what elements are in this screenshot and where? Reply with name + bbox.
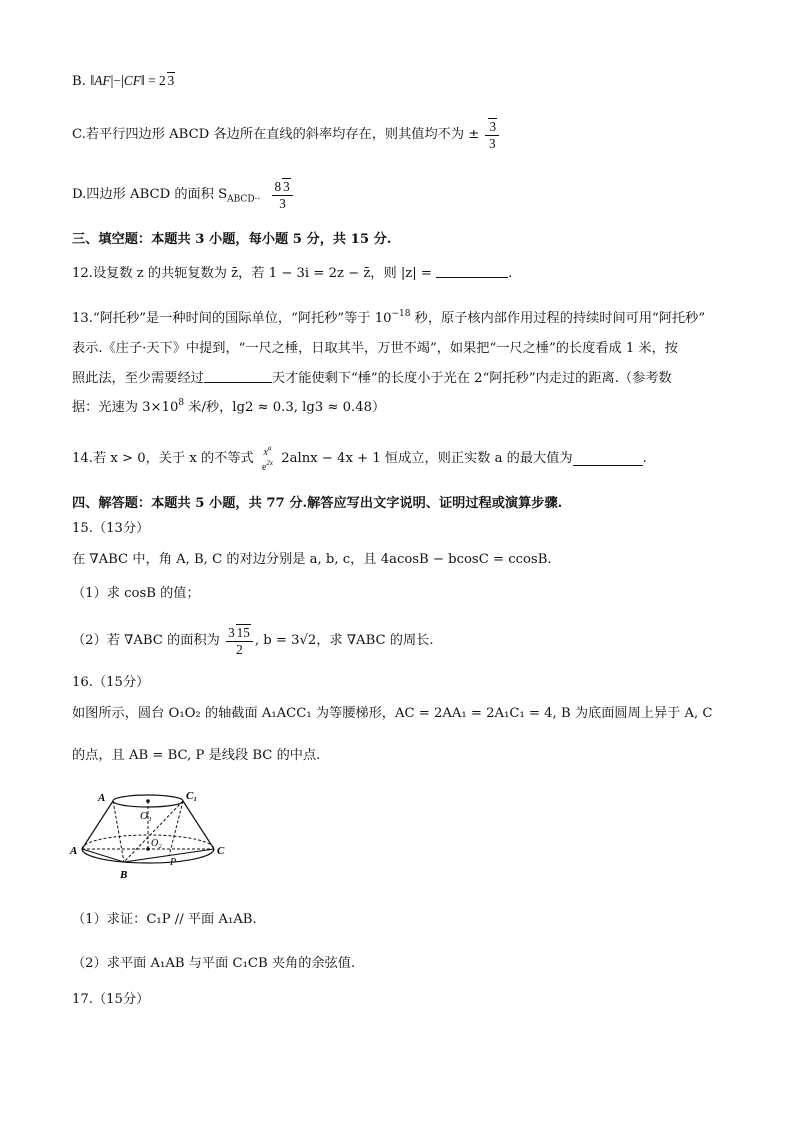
label-a1: A (98, 792, 106, 804)
q13-line3-b: 天才能使剩下“棰”的长度小于光在 2“阿托秒”内走过的距离.（参考数 (271, 371, 672, 386)
q15-stem: 在 ∇ABC 中，角 A, B, C 的对边分别是 a, b, c，且 4acosB − bcosC = ccosB. (72, 552, 552, 567)
q16-stem-2: 的点，且 AB = BC, P 是线段 BC 的中点. (72, 748, 321, 763)
q13-exponent: −18 (391, 309, 411, 319)
q13-line-1 (72, 309, 705, 327)
frustum-figure (68, 786, 228, 892)
label-a: A (70, 845, 78, 857)
q12-end: . (508, 266, 513, 281)
option-b-label: B. (72, 74, 86, 89)
q15-part1: （1）求 cosB 的值； (72, 586, 200, 601)
q15-header: 15.（13分） (72, 521, 150, 536)
q14-text-b: 2alnx − 4x + 1 恒成立，则正实数 a 的最大值为 (281, 451, 573, 467)
label-c: C (217, 845, 225, 857)
option-d (72, 178, 295, 212)
option-b-formula: ‖AF|−|CF‖ = 2 3 (90, 73, 175, 89)
q13-line1-end: 秒，原子核内部作用过程的持续时间可用“阿托秒” (410, 311, 706, 326)
label-c1: C₁ (186, 790, 198, 802)
q13-line4-exponent: 8 (178, 398, 185, 408)
option-d-subscript: ABCD·· (227, 194, 261, 205)
q17-header: 17.（15分） (72, 992, 150, 1007)
q15-part2-a: （2）若 ∇ABC 的面积为 (72, 632, 220, 648)
label-o1: O₁ (140, 810, 152, 822)
question-14 (72, 444, 647, 474)
option-c (72, 118, 501, 152)
q13-line-4 (72, 398, 385, 416)
q13-line1-text: 13.“阿托秒”是一种时间的国际单位，“阿托秒”等于 10 (72, 311, 392, 326)
q16-header: 16.（15分） (72, 675, 150, 690)
option-d-text: D.四边形 ABCD 的面积 S (72, 186, 228, 202)
q13-line3-a: 照此法，至少需要经过 (72, 371, 204, 386)
label-p: P (170, 857, 177, 868)
q14-fraction: $x^a$ $e^{2x}$ (261, 444, 274, 473)
q13-line-2: 表示.《庄子·天下》中提到，“一尺之棰，日取其半，万世不竭”，如果把“一尺之棰”的长度看成 1 米，按 (72, 341, 678, 356)
q15-part2-b: , b = 3√2，求 ∇ABC 的周长. (254, 632, 434, 648)
q15-fraction: $\frac{3 15}{2}$ (226, 624, 253, 658)
q13-answer-blank[interactable] (204, 370, 272, 383)
q14-answer-blank[interactable] (573, 453, 643, 466)
q13-line-3 (72, 370, 672, 387)
q14-end: . (642, 451, 647, 467)
q16-part1: （1）求证：C₁P // 平面 A₁AB. (72, 912, 257, 927)
option-b (72, 72, 175, 90)
q16-part2: （2）求平面 A₁AB 与平面 C₁CB 夹角的余弦值. (72, 956, 356, 971)
q16-stem-1: 如图所示，圆台 O₁O₂ 的轴截面 A₁ACC₁ 为等腰梯形，AC = 2AA₁ = 2A₁C₁ = 4, B 为底面圆周上异于 A, C (72, 706, 713, 721)
q13-line4-text: 据：光速为 3×10 (72, 400, 179, 415)
q13-line4-end: 米/秒，lg2 ≈ 0.3, lg3 ≈ 0.48） (184, 400, 386, 415)
q12-text: 12.设复数 z 的共轭复数为 z̄，若 1 − 3i = 2z − z̄，则 |z| = (72, 266, 437, 281)
label-b: B (120, 869, 128, 881)
option-c-fraction: $\frac{3}{3}$ (485, 118, 499, 152)
option-c-text: C.若平行四边形 ABCD 各边所在直线的斜率均存在，则其值均不为 ± (72, 126, 480, 142)
q12-answer-blank[interactable] (436, 265, 508, 278)
section-3-title: 三、填空题：本题共 3 小题，每小题 5 分，共 15 分. (72, 232, 392, 247)
option-d-fraction: $\frac{8 3}{3}$ (272, 178, 292, 212)
question-12 (72, 265, 512, 282)
q15-part2 (72, 624, 434, 658)
section-4-title: 四、解答题：本题共 5 小题，共 77 分.解答应写出文字说明、证明过程或演算步骤. (72, 496, 563, 511)
q14-text-a: 14.若 x > 0，关于 x 的不等式 (72, 451, 254, 467)
label-o2: O₂ (151, 838, 162, 849)
